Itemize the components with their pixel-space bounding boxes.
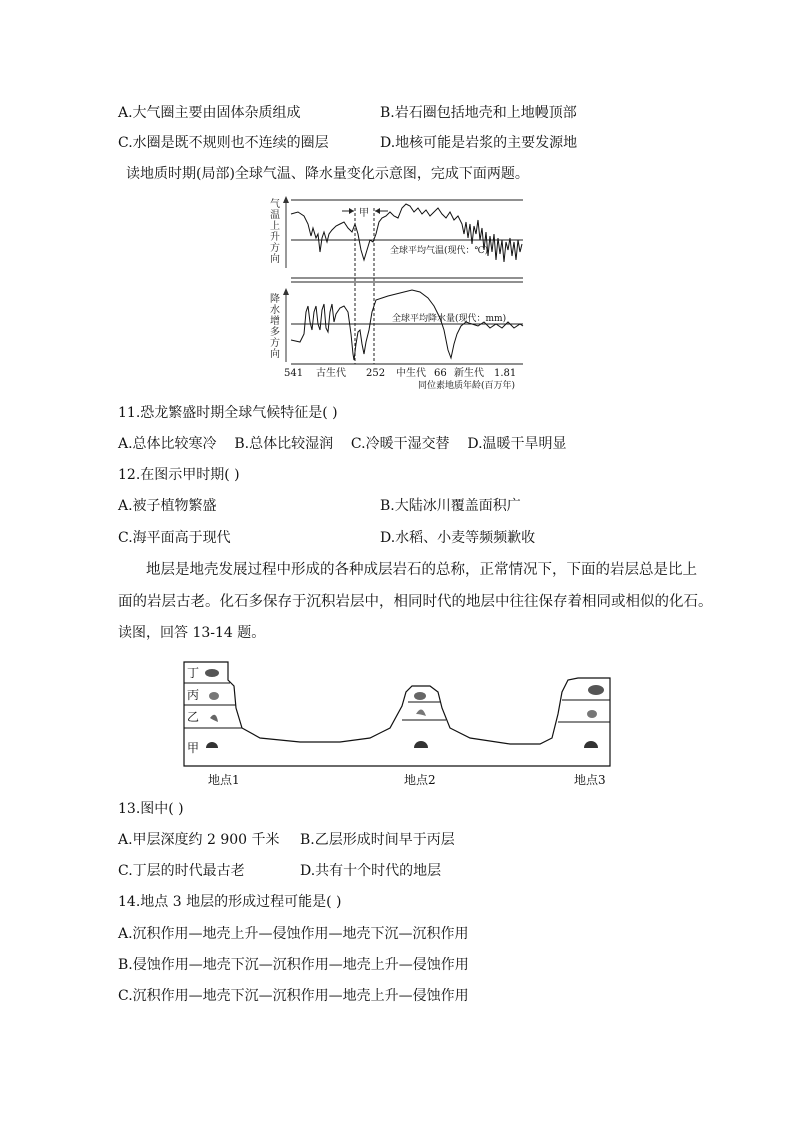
fossil-icon [414,692,426,700]
q14-option-a: A.沉积作用—地壳上升—侵蚀作用—地壳下沉—沉积作用 [118,926,469,942]
q12-option-d: D.水稻、小麦等频频歉收 [380,530,536,546]
temp-axis-label [270,198,280,265]
site2-label: 地点2 [404,773,436,787]
site3-label: 地点3 [574,773,606,787]
fossil-icon [414,741,428,748]
tick-181: 1.81 [494,368,517,379]
q11-options: A.总体比较寒冷 B.总体比较湿润 C.冷暖干湿交替 D.温暖干旱明显 [118,436,567,452]
svg-text:升: 升 [270,232,280,243]
fossil-icon [209,692,219,700]
q13-stem: 13.图中( ) [118,801,184,817]
svg-text:向: 向 [270,349,280,360]
temp-average-label: 全球平均气温(现代：℃) [390,246,489,256]
svg-text:气: 气 [270,199,280,210]
svg-text:多: 多 [270,327,280,338]
svg-text:降: 降 [270,294,280,305]
fossil-icon [587,710,597,718]
intro-figure1: 读地质时期(局部)全球气温、降水量变化示意图，完成下面两题。 [126,166,529,182]
q13-option-c: C.丁层的时代最古老 [118,863,245,879]
prev-option-c: C.水圈是既不规则也不连续的圈层 [118,135,329,151]
x-axis-label: 同位素地质年龄(百万年) [418,381,516,390]
era-cenozoic: 新生代 [454,368,484,379]
fossil-icon [205,669,219,677]
strata-figure [180,658,620,788]
svg-text:方: 方 [270,243,280,254]
era-mesozoic: 中生代 [396,368,426,379]
fossil-icon [416,709,426,716]
prev-option-b: B.岩石圈包括地壳和上地幔顶部 [380,105,577,121]
intro2-line2: 面的岩层古老。化石多保存于沉积岩层中，相同时代的地层中往往保存着相同或相似的化石。 [118,594,713,610]
fossil-icon [206,742,218,748]
q13-option-b: B.乙层形成时间早于丙层 [300,832,455,848]
intro2-line1: 地层是地壳发展过程中形成的各种成层岩石的总称，正常情况下，下面的岩层总是比上 [146,562,697,578]
svg-text:向: 向 [270,254,280,265]
intro2-line3: 读图，回答 13-14 题。 [118,625,266,641]
strata-outline [184,662,610,766]
precipitation-curve [291,290,523,360]
q12-option-a: A.被子植物繁盛 [118,498,217,514]
q12-stem: 12.在图示甲时期( ) [118,467,240,483]
fossil-icon [584,741,598,748]
site1-label: 地点1 [208,773,240,787]
svg-text:温: 温 [270,210,280,221]
precip-axis-label [270,292,280,360]
svg-text:方: 方 [270,338,280,349]
prev-option-a: A.大气圈主要由固体杂质组成 [118,105,301,121]
layer-jia-label: 甲 [187,741,200,755]
q11-stem: 11.恐龙繁盛时期全球气候特征是( ) [118,405,338,421]
precip-average-label: 全球平均降水量(现代：mm) [392,314,507,324]
svg-text:上: 上 [270,221,280,232]
fossil-icon [588,685,604,695]
q13-option-a: A.甲层深度约 2 900 千米 [118,832,280,848]
tick-541: 541 [284,368,304,379]
climate-figure [266,194,528,390]
tick-252: 252 [366,368,386,379]
q12-option-b: B.大陆冰川覆盖面积广 [380,498,521,514]
era-paleozoic: 古生代 [316,368,346,379]
prev-option-d: D.地核可能是岩浆的主要发源地 [380,135,578,151]
layer-yi-label: 乙 [187,710,200,724]
q14-option-c: C.沉积作用—地壳下沉—沉积作用—地壳上升—侵蚀作用 [118,988,469,1004]
tick-66: 66 [434,368,447,379]
q13-option-d: D.共有十个时代的地层 [300,863,442,879]
layer-ding-label: 丁 [187,666,200,680]
fossil-icon [210,715,218,722]
jia-period-label: 甲 [359,208,369,219]
q14-option-b: B.侵蚀作用—地壳下沉—沉积作用—地壳上升—侵蚀作用 [118,957,469,973]
svg-text:水: 水 [270,305,280,316]
svg-text:增: 增 [270,316,280,327]
q14-stem: 14.地点 3 地层的形成过程可能是( ) [118,894,342,910]
q12-option-c: C.海平面高于现代 [118,530,231,546]
layer-bing-label: 丙 [187,688,200,702]
